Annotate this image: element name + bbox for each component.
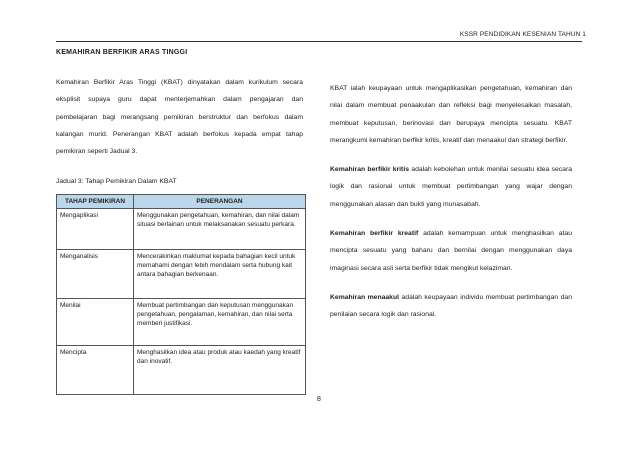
table-row xyxy=(57,209,306,250)
kbat-definition-paragraph: KBAT ialah keupayaan untuk mengaplikasikan pengetahuan, kemahiran dan nilai dalam membuat penaakulan dan refleksi bagi menyelesaikan masalah, membuat keputusan, berinovasi dan berupaya mencipta sesuatu. KBAT merangkumi kemahiran berfikir kritis, kreatif dan menaakul dan strategi berfikir. xyxy=(330,85,572,144)
running-header: KSSR PENDIDIKAN KESENIAN TAHUN 1 xyxy=(459,31,586,38)
reasoning-term: Kemahiran menaakul xyxy=(330,293,399,301)
reasoning-paragraph xyxy=(330,289,572,324)
header-level: TAHAP PEMIKIRAN xyxy=(57,195,134,209)
creative-thinking-term: Kemahiran berfikir kreatif xyxy=(330,230,419,238)
critical-thinking-term: Kemahiran berfikir kritis xyxy=(330,166,409,174)
table-row xyxy=(57,250,306,299)
level-cell: Mengaplikasi xyxy=(57,209,134,250)
table-header-row xyxy=(57,195,306,209)
left-column xyxy=(56,74,303,160)
description-cell: Membuat pertimbangan dan keputusan menggunakan pengetahuan, pengalaman, kemahiran, dan nilai serta memberi justifikasi. xyxy=(134,299,306,346)
header-rule xyxy=(56,41,582,42)
critical-thinking-text: adalah kebolehan untuk menilai sesuatu idea secara logik dan rasional untuk membuat pertimbangan yang wajar dengan menggunakan alasan dan bukti yang munasabah. xyxy=(330,166,572,208)
description-cell: Menggunakan pengetahuan, kemahiran, dan nilai dalam situasi berlainan untuk melaksanakan sesuatu perkara. xyxy=(134,209,306,250)
header-description: PENERANGAN xyxy=(134,195,306,209)
critical-thinking-paragraph xyxy=(330,161,572,213)
thinking-levels-table xyxy=(56,194,306,395)
table-row xyxy=(57,346,306,395)
description-cell: Menghasilkan idea atau produk atau kaedah yang kreatif dan inovatif. xyxy=(134,346,306,395)
reasoning-text: adalah keupayaan individu membuat pertimbangan dan penilaian secara logik dan rasional. xyxy=(330,293,572,319)
page-number: 8 xyxy=(317,396,321,403)
table-caption: Jadual 3: Tahap Pemikiran Dalam KBAT xyxy=(56,178,177,185)
right-column xyxy=(330,80,572,336)
creative-thinking-text: adalah kemampuan untuk menghasilkan atau mencipta sesuatu yang baharu dan bernilai dengan menggunakan daya imaginasi secara asli serta berfikir tidak mengikut kelaziman. xyxy=(330,230,572,272)
level-cell: Mencipta xyxy=(57,346,134,395)
table-row xyxy=(57,299,306,346)
level-cell: Menilai xyxy=(57,299,134,346)
intro-paragraph: Kemahiran Berfikir Aras Tinggi (KBAT) dinyatakan dalam kurikulum secara eksplisit supaya guru dapat menterjemahkan dalam pengajaran dan pembelajaran bagi merangsang pemikiran berstruktur dan berfokus dalam kalangan murid. Penerangan KBAT adalah berfokus kepada empat tahap pemikiran seperti Jadual 3. xyxy=(56,79,303,156)
description-cell: Mencerakinkan maklumat kepada bahagian kecil untuk memahami dengan lebih mendalam serta hubung kait antara bahagian berkenaan. xyxy=(134,250,306,299)
creative-thinking-paragraph xyxy=(330,225,572,277)
section-title: KEMAHIRAN BERFIKIR ARAS TINGGI xyxy=(56,49,188,56)
level-cell: Menganalisis xyxy=(57,250,134,299)
